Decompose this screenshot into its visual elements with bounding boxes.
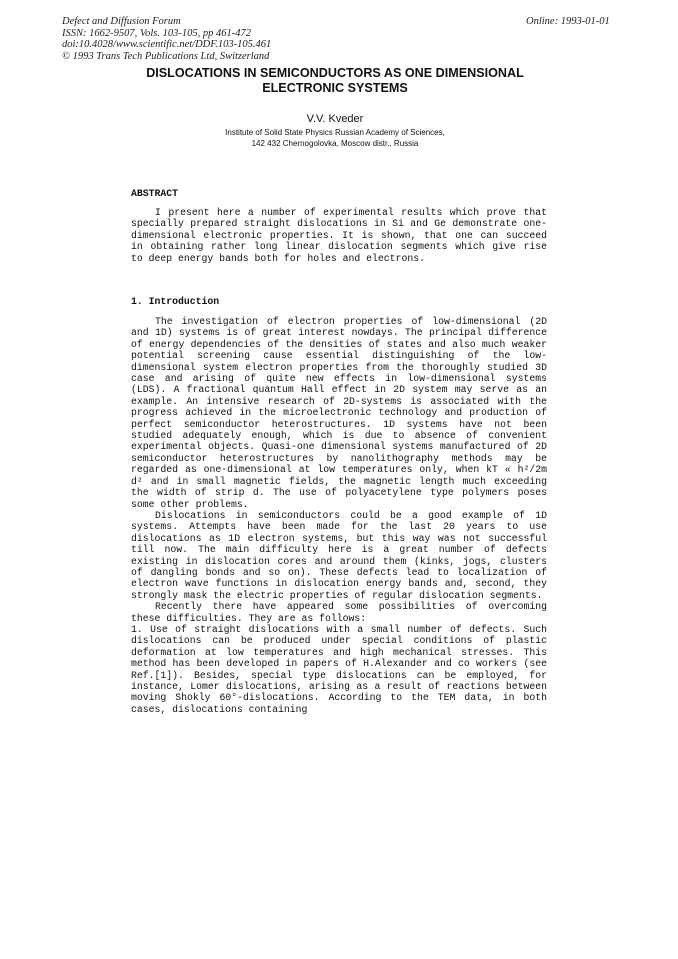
title-line-2: ELECTRONIC SYSTEMS: [262, 81, 408, 95]
title-line-1: DISLOCATIONS IN SEMICONDUCTORS AS ONE DIMENSIONAL: [146, 66, 524, 80]
intro-body: [131, 316, 547, 715]
affiliation-line-2: 142 432 Chernogolovka, Moscow distr., Russia: [251, 139, 419, 148]
journal-header: [62, 16, 271, 62]
copyright-line: © 1993 Trans Tech Publications Ltd, Switzerland: [62, 50, 270, 62]
journal-name: Defect and Diffusion Forum: [62, 16, 181, 27]
intro-paragraph-2: Dislocations in semiconductors could be a good example of 1D systems. Attempts have been made for the last 20 years to use dislocations as 1D electron systems, but this way was not successful till now. The main difficulty here is a great number of defects existing in dislocation cores and around them (kinks, jogs, clusters of dangling bonds and so on). These defects lead to localization of electron wave functions in dislocation energy bands and, second, they strongly mask the electric properties of regular dislocation segments.: [131, 509, 547, 601]
author-name: V.V. Kveder: [306, 113, 364, 125]
abstract-text: I present here a number of experimental results which prove that specially prepared straight dislocations in Si and Ge demonstrate one-dimensional electronic properties. It is shown, that one can succeed in obtaining rather long linear dislocation segments which give rise to deep energy bands both for holes and electrons.: [131, 207, 547, 264]
abstract-body: [131, 207, 547, 264]
intro-heading: 1. Introduction: [131, 296, 220, 307]
paper-title: [100, 66, 570, 96]
affiliation-line-1: Institute of Solid State Physics Russian Academy of Sciences,: [225, 128, 445, 137]
intro-paragraph-3: Recently there have appeared some possibilities of overcoming these difficulties. They are as follows:: [131, 601, 547, 624]
online-date: Online: 1993-01-01: [526, 16, 610, 27]
issn-line: ISSN: 1662-9507, Vols. 103-105, pp 461-472: [62, 27, 251, 39]
intro-paragraph-4: 1. Use of straight dislocations with a small number of defects. Such dislocations can be produced under special conditions of plastic deformation at low temperatures and high mechanical stresses. This method has been developed in papers of H.Alexander and co workers (see Ref.[1]). Besides, special type dislocations can be employed, for instance, Lomer dislocations, arising as a result of reactions between moving Shokly 60°-dislocations. According to the TEM data, in both cases, dislocations containing: [131, 623, 547, 715]
affiliation: [100, 127, 570, 149]
abstract-heading: ABSTRACT: [131, 188, 179, 199]
doi-line: doi:10.4028/www.scientific.net/DDF.103-105.461: [62, 39, 272, 50]
intro-paragraph-1: The investigation of electron properties of low-dimensional (2D and 1D) systems is of great interest nowdays. The principal difference of energy dependencies of the densities of states and also much weaker potential screening cause essential distinguishing of the low-dimensional system electron properties from the thoroughly studied 3D case and arising of quite new effects in low-dimensional systems (LDS). A fractional quantum Hall effect in 2D system may serve as an example. An intensive research of 2D-systems is associated with the progress achieved in the microelectronic technology and production of perfect semiconductor heterostructures. 1D systems have not been studied adequately enough, which is due to absence of convenient experimental objects. Quasi-one dimensional systems manufactured of 2D semiconductor heterostructures by nanolithography methods may be regarded as one-dimensional at low temperatures only, when kT « h²/2m d² and in small magnetic fields, the magnetic length much exceeding the width of strip d. The use of polyacetylene type polymers poses some other problems.: [131, 316, 547, 510]
